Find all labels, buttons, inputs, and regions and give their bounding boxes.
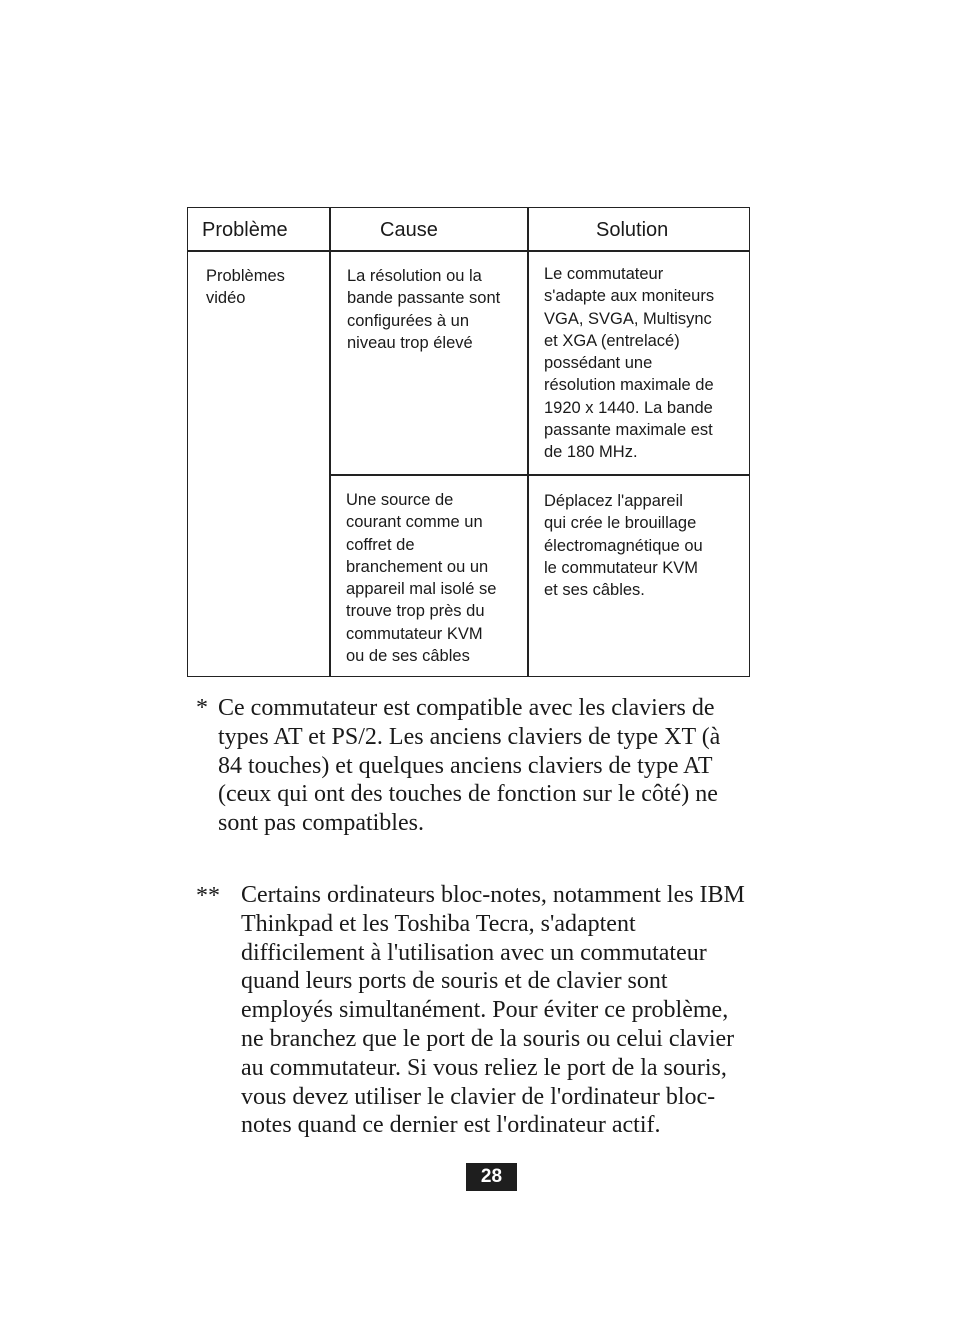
header-divider [188,250,749,252]
note-marker-1: * [196,695,208,721]
cause-cell-1: La résolution ou la bande passante sont configurées à un niveau trop élevé [347,267,501,352]
solution-cell-2: Déplacez l'appareil qui crée le brouillage électromagnétique ou le commutateur KVM et ses câbles. [544,492,703,600]
column-divider-1 [329,208,331,676]
note-text-1: Ce commutateur est compatible avec les claviers de types AT et PS/2. Les anciens claviers de type XT (à 84 touches) et quelques anciens claviers de type AT (ceux qui ont des touches de fonction sur le côté) ne sont pas compatibles. [218,695,721,837]
page-number: 28 [466,1163,517,1191]
note-text-2: Certains ordinateurs bloc-notes, notamment les IBM Thinkpad et les Toshiba Tecra, s'adaptent difficilement à l'utilisation avec un commutateur quand leurs ports de souris et de clavier sont employés simultanément. Pour éviter ce problème, ne branchez que le port de la souris ou celui clavier au commutateur. Si vous reliez le port de la souris, vous devez utiliser le clavier de l'ordinateur bloc- notes quand ce dernier est l'ordinateur actif. [241,882,745,1139]
column-divider-2 [527,208,529,676]
troubleshooting-table [187,207,750,677]
problem-cell: Problèmes vidéo [206,267,285,308]
header-solution: Solution [596,219,669,241]
note-marker-2: ** [196,883,220,909]
header-cause: Cause [380,219,438,241]
header-problem: Problème [202,219,288,241]
solution-cell-1: Le commutateur s'adapte aux moniteurs VGA, SVGA, Multisync et XGA (entrelacé) possédant une résolution maximale de 1920 x 1440. La bande passante maximale est de 180 MHz. [544,265,715,462]
row-divider [329,474,749,476]
cause-cell-2: Une source de courant comme un coffret de branchement ou un appareil mal isolé se trouve trop près du commutateur KVM ou de ses câbles [346,491,497,666]
